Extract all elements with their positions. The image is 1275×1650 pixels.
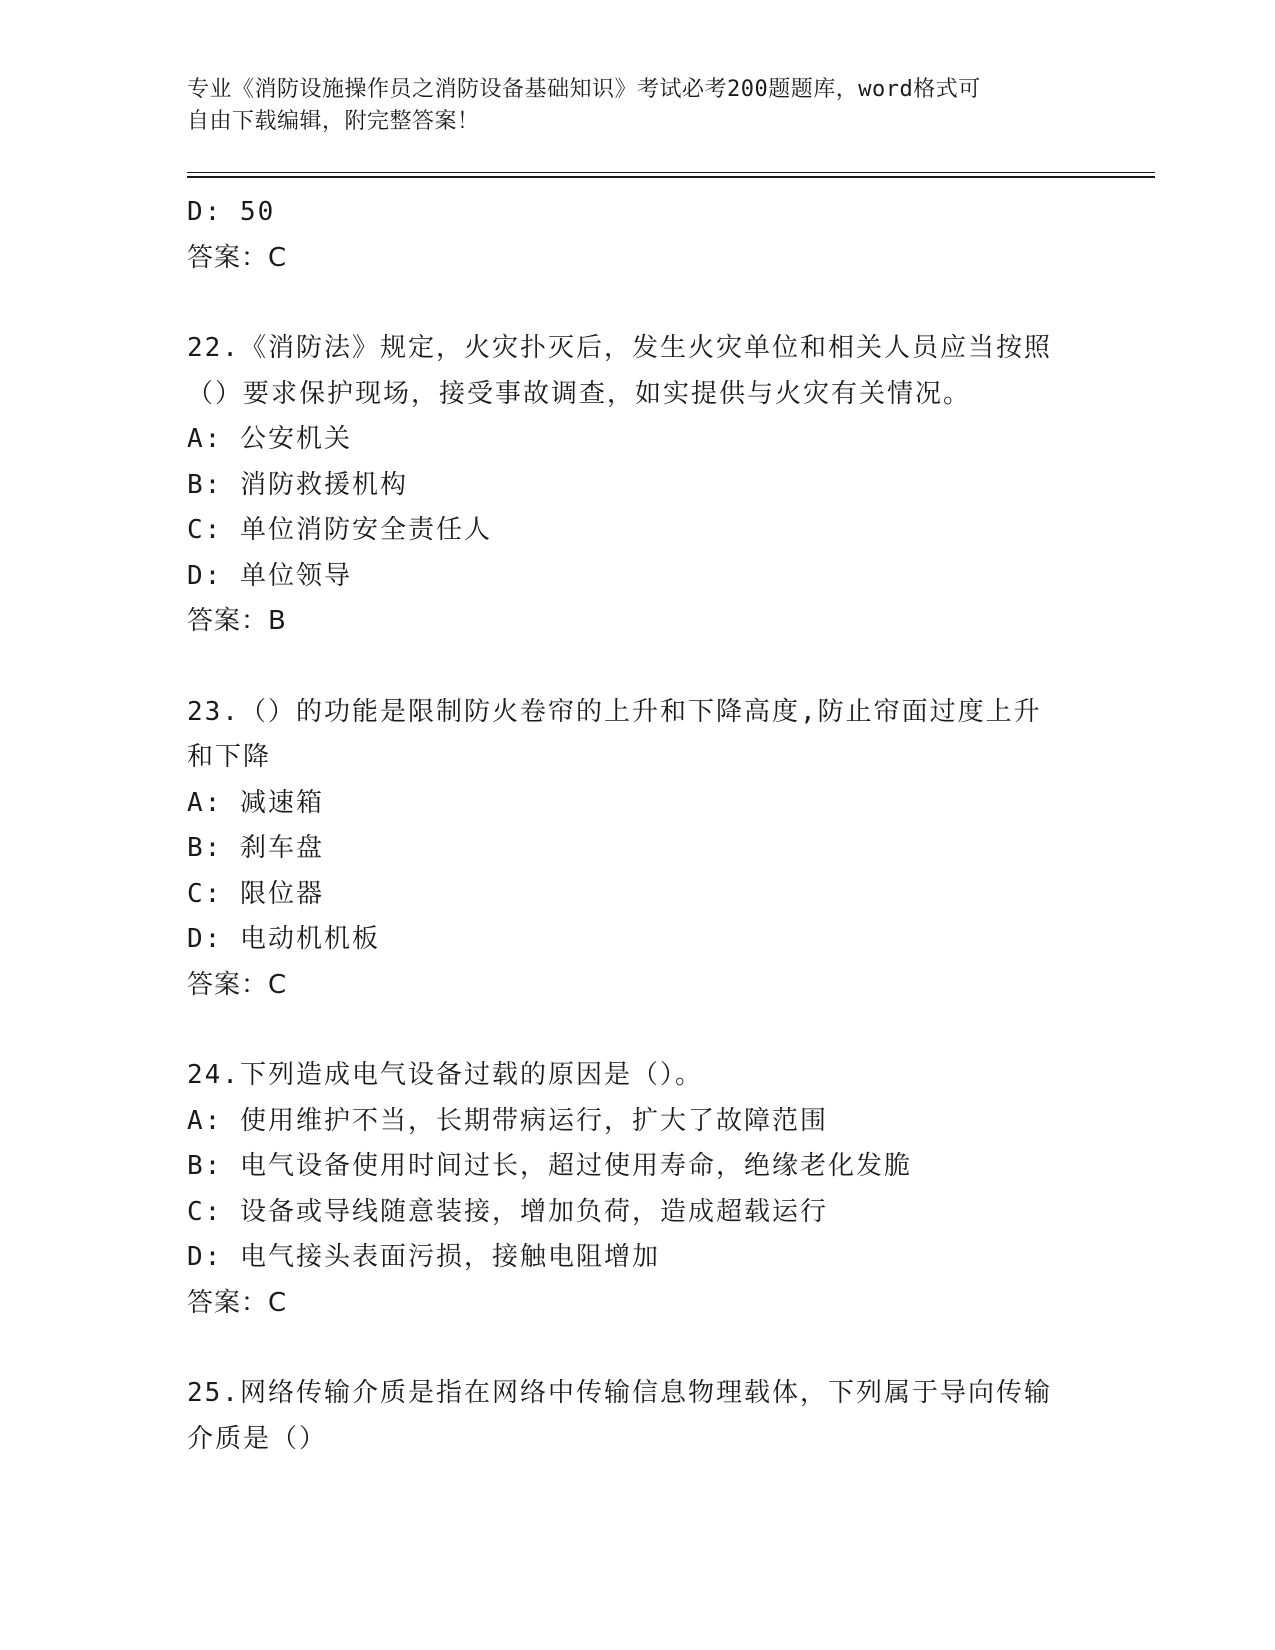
answer-line: 答案：C [187,242,288,273]
option-c: C: 设备或导线随意装接，增加负荷，造成超载运行 [187,1196,828,1227]
question-25 [187,1371,1087,1462]
option-b: B: 电气设备使用时间过长，超过使用寿命，绝缘老化发脆 [187,1151,912,1181]
header-divider-thick [187,176,1155,178]
option-b: B: 刹车盘 [187,833,324,863]
document-header [187,74,1077,138]
stem-line: 和下降 [187,742,272,772]
question-stem [187,690,1087,781]
question-stem [187,326,1087,417]
answer-line: 答案：C [187,1287,288,1318]
option-d: D: 单位领导 [187,560,352,591]
option-d: D: 电气接头表面污损，接触电阻增加 [187,1242,660,1272]
option-d: D: 50 [187,197,276,227]
question-24 [187,1053,1087,1326]
question-stem [187,1371,1087,1462]
question-22 [187,326,1087,645]
question-stem [187,1053,1087,1099]
answer-line: 答案：B [187,606,287,636]
document-body [187,190,1087,1462]
option-a: A: 减速箱 [187,787,324,818]
answer-line: 答案：C [187,969,288,1000]
stem-line: 介质是（） [187,1423,328,1454]
option-a: A: 公安机关 [187,424,352,454]
header-line-2: 自由下载编辑，附完整答案！ [187,109,480,134]
option-a: A: 使用维护不当，长期带病运行，扩大了故障范围 [187,1105,828,1136]
stem-line: （）要求保护现场，接受事故调查，如实提供与火灾有关情况。 [187,378,972,409]
previous-question-fragment [187,190,1087,281]
stem-line: 23.（）的功能是限制防火卷帘的上升和下降高度,防止帘面过度上升 [187,696,1042,727]
option-c: C: 单位消防安全责任人 [187,515,492,545]
option-c: C: 限位器 [187,878,324,909]
header-divider-thin [187,172,1155,173]
option-d: D: 电动机机板 [187,924,380,954]
stem-line: 22.《消防法》规定，火灾扑灭后，发生火灾单位和相关人员应当按照 [187,333,1052,363]
stem-line: 25.网络传输介质是指在网络中传输信息物理载体，下列属于导向传输 [187,1378,1052,1408]
stem-line: 24.下列造成电气设备过载的原因是（）。 [187,1060,703,1090]
header-line-1: 专业《消防设施操作员之消防设备基础知识》考试必考200题题库，word格式可 [187,77,981,102]
question-23 [187,690,1087,1009]
option-b: B: 消防救援机构 [187,469,408,500]
